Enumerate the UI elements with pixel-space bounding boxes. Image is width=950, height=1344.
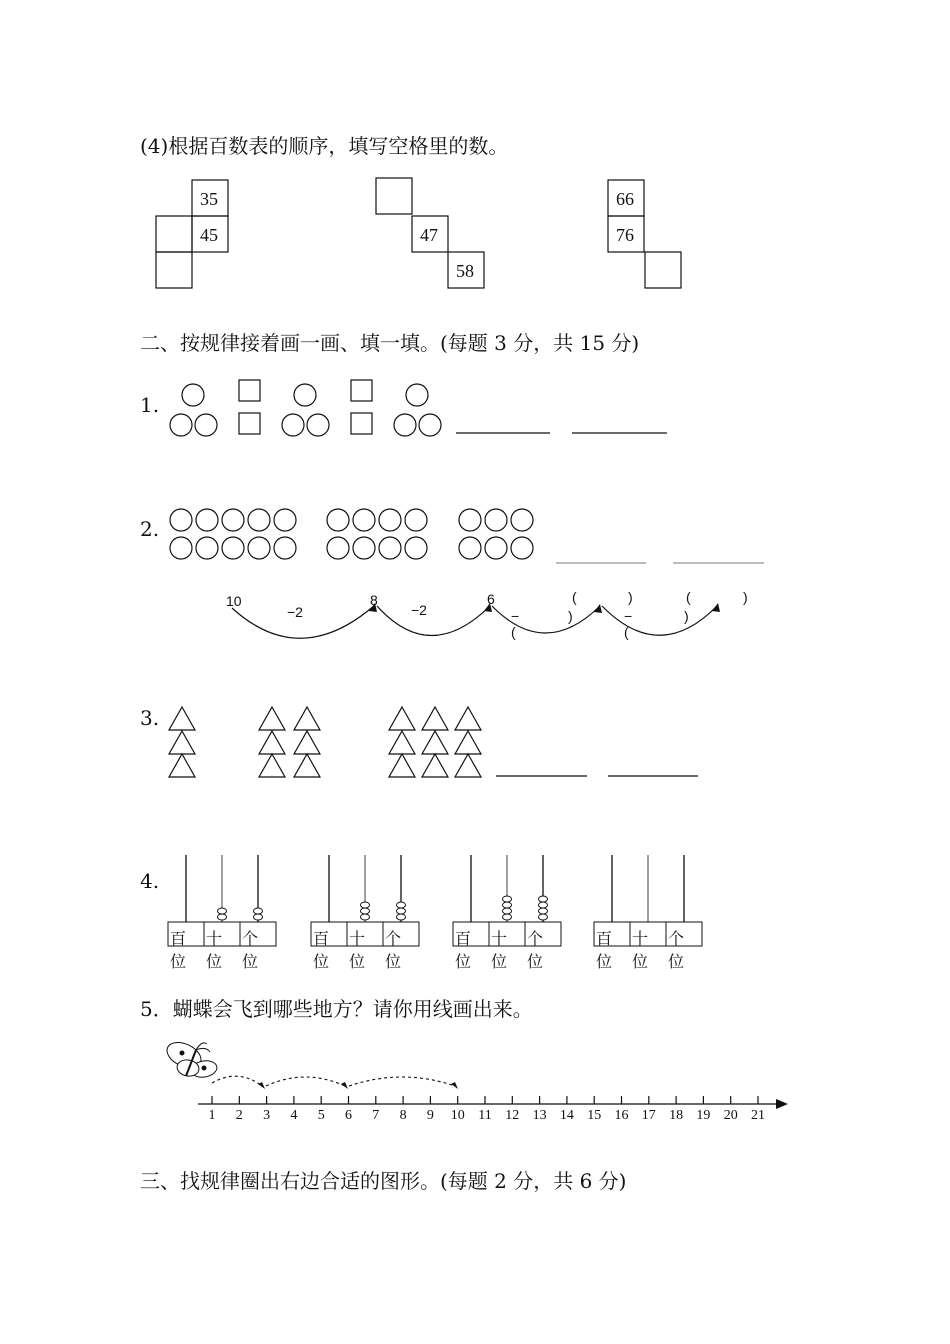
chain-blank-open-2: ( <box>686 589 691 605</box>
grid-c-cell-1: 66 <box>616 189 634 209</box>
abacus-2-label-hundreds: 百位 <box>313 929 330 971</box>
grid-a-cell-2: 45 <box>200 225 218 245</box>
abacus-1-label-ones: 个位 <box>242 929 259 971</box>
number-line-label: 7 <box>372 1108 380 1123</box>
chain-10: 10 <box>226 593 242 609</box>
number-line-label: 6 <box>345 1108 352 1123</box>
number-line-label: 10 <box>450 1108 465 1123</box>
chain-minus-2-a: −2 <box>287 604 303 620</box>
q4-hundred-chart-title: (4)根据百数表的顺序，填写空格里的数。 <box>140 134 509 158</box>
number-line-label: 11 <box>478 1108 492 1123</box>
number-line-label: 17 <box>641 1108 656 1123</box>
number-line-label: 3 <box>263 1108 271 1123</box>
number-line-label: 21 <box>751 1108 765 1123</box>
abacus-4-label-tens: 十位 <box>632 929 649 971</box>
number-line-label: 15 <box>587 1108 602 1123</box>
q4-number: 4. <box>140 869 160 893</box>
number-line-label: 20 <box>723 1108 738 1123</box>
number-line-label: 12 <box>505 1108 520 1123</box>
number-line-label: 19 <box>696 1108 711 1123</box>
grid-b-cell-2: 58 <box>456 261 474 281</box>
abacus-4-label-hundreds: 百位 <box>596 929 613 971</box>
number-line-label: 8 <box>399 1108 407 1123</box>
chain-6: 6 <box>487 591 495 607</box>
number-line-label: 16 <box>614 1108 629 1123</box>
abacus-2-label-ones: 个位 <box>385 929 402 971</box>
abacus-3-label-hundreds: 百位 <box>455 929 472 971</box>
q1-number: 1. <box>140 393 160 417</box>
butterfly-icon <box>163 1037 218 1079</box>
abacus-1-label-tens: 十位 <box>206 929 223 971</box>
chain-8: 8 <box>370 592 378 608</box>
section-2-title: 二、按规律接着画一画、填一填。(每题 3 分，共 15 分) <box>140 331 640 355</box>
abacus-1-label-hundreds: 百位 <box>170 929 187 971</box>
grid-c-cell-2: 76 <box>616 225 634 245</box>
chain-blank-close-2: ) <box>743 589 748 605</box>
number-line-label: 9 <box>426 1108 434 1123</box>
number-line-label: 14 <box>559 1108 574 1123</box>
chain-minus-blank-1: −( <box>511 608 520 640</box>
q5-title: 5．蝴蝶会飞到哪些地方？请你用线画出来。 <box>140 997 533 1021</box>
q2-number: 2. <box>140 517 160 541</box>
chain-minus-blank-2-close: ) <box>684 608 689 624</box>
number-line-label: 4 <box>290 1108 298 1123</box>
abacus-3-label-tens: 十位 <box>491 929 508 971</box>
chain-minus-blank-1-close: ) <box>568 608 573 624</box>
chain-blank-open-1: ( <box>572 589 577 605</box>
abacus-3-label-ones: 个位 <box>527 929 544 971</box>
chain-blank-close-1: ) <box>628 589 633 605</box>
number-line-label: 1 <box>208 1108 216 1123</box>
section-3-title: 三、找规律圈出右边合适的图形。(每题 2 分，共 6 分) <box>140 1169 627 1193</box>
number-line-label: 13 <box>532 1108 547 1123</box>
number-line-label: 18 <box>669 1108 684 1123</box>
number-line-label: 2 <box>235 1108 243 1123</box>
abacus-2-label-tens: 十位 <box>349 929 366 971</box>
chain-minus-blank-2: −( <box>624 608 633 640</box>
abacus-4-label-ones: 个位 <box>668 929 685 971</box>
number-line-label: 5 <box>317 1108 325 1123</box>
chain-minus-2-b: −2 <box>411 602 427 618</box>
grid-b-cell-1: 47 <box>420 225 438 245</box>
q3-number: 3. <box>140 706 160 730</box>
grid-a-cell-1: 35 <box>200 189 218 209</box>
